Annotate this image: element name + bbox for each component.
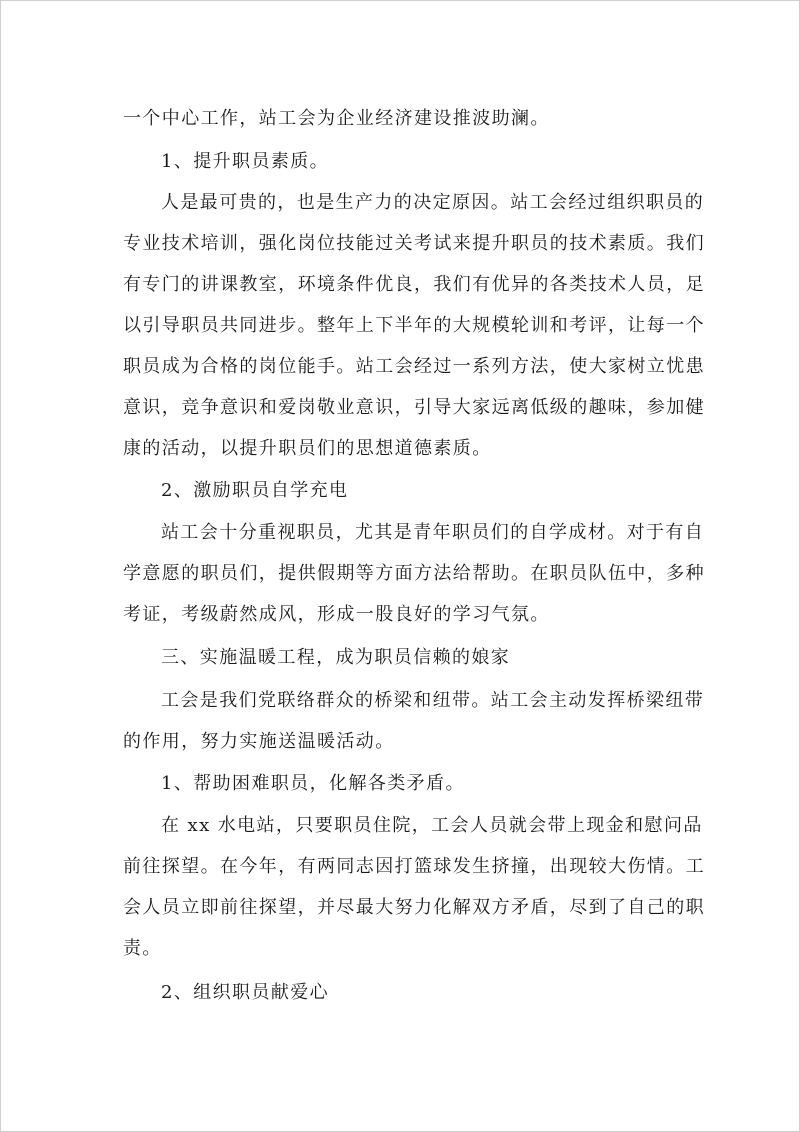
paragraph-line: 人是最可贵的，也是生产力的决定原因。站工会经过组织职员的 bbox=[161, 192, 705, 213]
section-heading: 三、实施温暖工程，成为职员信赖的娘家 bbox=[161, 647, 511, 668]
paragraph-line: 考证，考级蔚然成风，形成一股良好的学习气氛。 bbox=[123, 604, 550, 625]
paragraph-line: 意识，竞争意识和爱岗敬业意识，引导大家远离低级的趣味，参加健 bbox=[123, 397, 705, 418]
section-heading: 1、帮助困难职员，化解各类矛盾。 bbox=[161, 773, 465, 794]
section-heading: 2、组织职员献爱心 bbox=[161, 982, 330, 1003]
section-heading: 2、激励职员自学充电 bbox=[161, 480, 349, 501]
paragraph-line: 前往探望。在今年，有两同志因打篮球发生挤撞，出现较大伤情。工 bbox=[123, 856, 705, 877]
paragraph-line: 职员成为合格的岗位能手。站工会经过一系列方法，使大家树立忧患 bbox=[123, 356, 705, 377]
paragraph-line: 康的活动，以提升职员们的思想道德素质。 bbox=[123, 438, 492, 459]
paragraph-line: 在 xx 水电站，只要职员住院，工会人员就会带上现金和慰问品 bbox=[161, 815, 703, 836]
paragraph-line: 的作用，努力实施送温暖活动。 bbox=[123, 731, 395, 752]
paragraph-line: 学意愿的职员们，提供假期等方面方法给帮助。在职员队伍中，多种 bbox=[123, 563, 705, 584]
paragraph-line: 有专门的讲课教室，环境条件优良，我们有优异的各类技术人员，足 bbox=[123, 274, 705, 295]
paragraph-line: 责。 bbox=[123, 938, 162, 959]
section-heading: 1、提升职员素质。 bbox=[161, 151, 330, 172]
paragraph-line: 工会是我们党联络群众的桥梁和纽带。站工会主动发挥桥梁纽带 bbox=[161, 690, 705, 711]
paragraph-line: 以引导职员共同进步。整年上下半年的大规模轮训和考评，让每一个 bbox=[123, 315, 705, 336]
text-line: 一个中心工作，站工会为企业经济建设推波助澜。 bbox=[123, 108, 550, 129]
paragraph-line: 专业技术培训，强化岗位技能过关考试来提升职员的技术素质。我们 bbox=[123, 233, 705, 254]
paragraph-line: 站工会十分重视职员，尤其是青年职员们的自学成材。对于有自 bbox=[161, 522, 705, 543]
paragraph-line: 会人员立即前往探望，并尽最大努力化解双方矛盾，尽到了自己的职 bbox=[123, 897, 705, 918]
